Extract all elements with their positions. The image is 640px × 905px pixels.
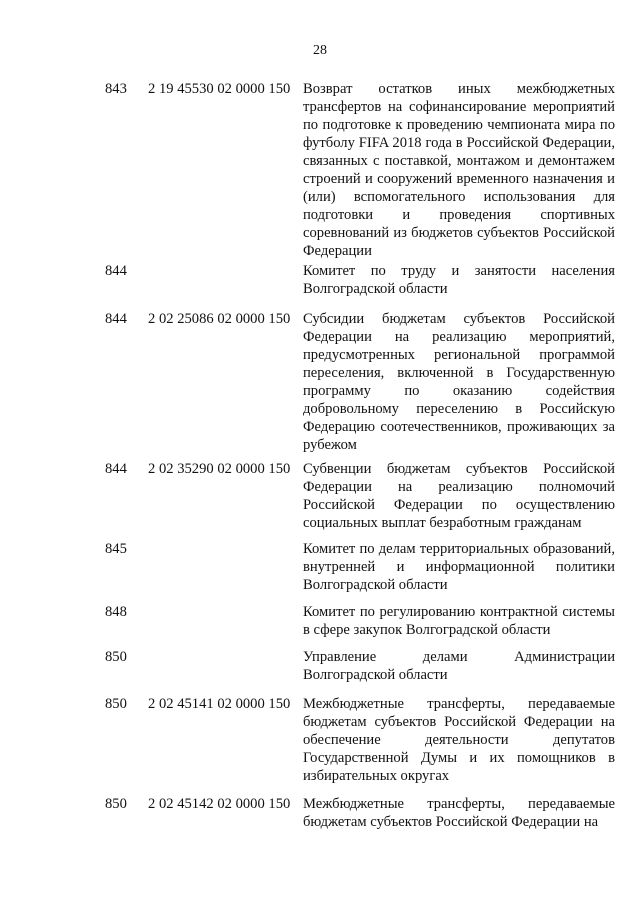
admin-code: 843: [105, 81, 127, 97]
admin-code: 845: [105, 541, 127, 557]
budget-code: 2 02 45142 02 0000 150: [148, 796, 291, 812]
income-name: Межбюджетные трансферты, передаваемые бюджетам субъектов Российской Федерации на обеспечение деятельности депутатов Государственной Думы и их помощников в избирательных округах: [303, 696, 615, 784]
income-name: Субсидии бюджетам субъектов Российской Федерации на реализацию мероприятий, предусмотренных региональной программой переселения, включенной в Государственную программу по оказанию содействия добровольному переселению в Российскую Федерацию соотечественников, проживающих за рубежом: [303, 311, 615, 453]
admin-code: 844: [105, 311, 127, 327]
admin-code: 850: [105, 649, 127, 665]
admin-code: 844: [105, 461, 127, 477]
budget-code: 2 02 35290 02 0000 150: [148, 461, 291, 477]
income-name: Возврат остатков иных межбюджетных трансфертов на софинансирование мероприятий по подготовке к проведению чемпионата мира по футболу FIFA 2018 года в Российской Федерации, связанных с поставкой, монтажом и демонтажем строений и сооружений временного назначения и (или) вспомогательного использования для подготовки и проведения спортивных соревнований из бюджетов субъектов Российской Федерации: [303, 81, 615, 259]
admin-code: 850: [105, 696, 127, 712]
admin-code: 848: [105, 604, 127, 620]
budget-code: 2 02 45141 02 0000 150: [148, 696, 291, 712]
admin-code: 850: [105, 796, 127, 812]
budget-code: 2 02 25086 02 0000 150: [148, 311, 291, 327]
administrator-name: Управление делами Администрации Волгоградской области: [303, 649, 615, 683]
page-number: 28: [313, 43, 327, 58]
admin-code: 844: [105, 263, 127, 279]
administrator-name: Комитет по труду и занятости населения Волгоградской области: [303, 263, 615, 297]
income-name: Субвенции бюджетам субъектов Российской Федерации на реализацию полномочий Российской Федерации по осуществлению социальных выплат безработным гражданам: [303, 461, 615, 531]
income-name: Межбюджетные трансферты, передаваемые бюджетам субъектов Российской Федерации на: [303, 796, 615, 830]
administrator-name: Комитет по делам территориальных образований, внутренней и информационной политики Волгоградской области: [303, 541, 615, 593]
administrator-name: Комитет по регулированию контрактной системы в сфере закупок Волгоградской области: [303, 604, 615, 638]
budget-code: 2 19 45530 02 0000 150: [148, 81, 291, 97]
